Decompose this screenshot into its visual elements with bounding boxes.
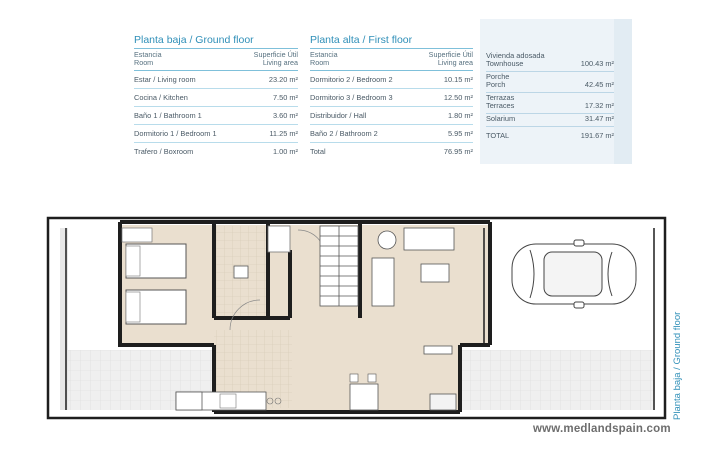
table-row: TOTAL 191.67 m² [486,131,614,140]
coffee-table [421,264,449,282]
garden-edge [60,228,68,410]
wardrobe [122,228,152,242]
tv-unit [424,346,452,354]
first-floor-title: Planta alta / First floor [310,33,473,49]
table-row: Baño 2 / Bathroom 2 5.95 m² [310,125,473,143]
header-area: Superficie Útil Living area [428,50,473,67]
table-row: Total 76.95 m² [310,147,473,156]
ground-floor-title: Planta baja / Ground floor [134,33,298,49]
table-row: Terrazas Terraces 17.32 m² [486,93,614,114]
vertical-floor-label: Planta baja / Ground floor [672,311,683,420]
door [430,394,456,410]
table-row: Distribuidor / Hall 1.80 m² [310,107,473,125]
table-row: Baño 1 / Bathroom 1 3.60 m² [134,107,298,125]
car-icon [512,240,636,308]
staircase [320,226,358,306]
table-row: Dormitorio 2 / Bedroom 2 10.15 m² [310,71,473,89]
table-row: Solarium 31.47 m² [486,114,614,127]
shower [268,226,290,252]
table-row: Vivienda adosada Townhouse 100.43 m² [486,51,614,72]
plant [378,231,396,249]
header-area: Superficie Útil Living area [253,50,298,67]
sink [220,394,236,408]
table-row: Dormitorio 3 / Bedroom 3 12.50 m² [310,89,473,107]
table-row: Porche Porch 42.45 m² [486,72,614,93]
sofa [404,228,454,250]
table-row: Cocina / Kitchen 7.50 m² [134,89,298,107]
table-row: Trafero / Boxroom 1.00 m² [134,147,298,156]
table-row: Estar / Living room 23.20 m² [134,71,298,89]
dining-table [350,384,378,410]
fridge [176,392,202,410]
watermark: www.medlandspain.com [533,423,671,435]
washbasin [234,266,248,278]
header-room: Estancia Room [134,50,162,67]
table-row: Dormitorio 1 / Bedroom 1 11.25 m² [134,125,298,143]
porch-right [460,350,655,410]
header-room: Estancia Room [310,50,338,67]
sofa [372,258,394,306]
